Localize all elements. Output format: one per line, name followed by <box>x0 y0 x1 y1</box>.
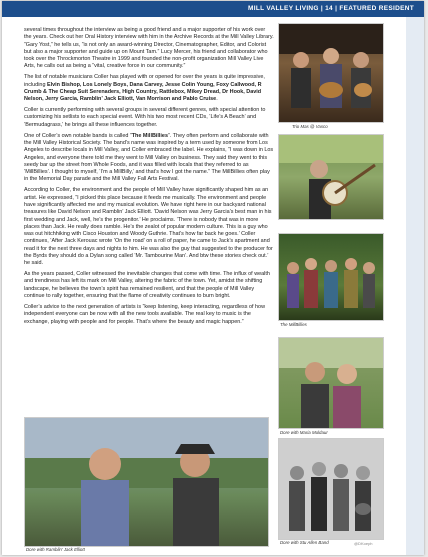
photo-millbillies <box>278 233 384 321</box>
magazine-page <box>2 1 424 555</box>
paragraph: Coller’s advice to the next generation of artists is “keep listening, keep interacting, regardless of how independent everyone can be now with all the new tools available. The real key to music is the exchange, playing with people and for people. That’s where the beauty and magic happen.” <box>24 303 265 325</box>
header-text: MILL VALLEY LIVING | 14 | FEATURED RESIDENT <box>248 5 414 12</box>
bw-band-photo-illustration <box>279 439 383 539</box>
section-name: FEATURED RESIDENT <box>339 5 414 12</box>
caption-trio: Trio Mas @ Vasco <box>292 124 328 129</box>
group-photo-illustration <box>279 234 383 320</box>
edge-stripe <box>406 17 424 555</box>
paragraph: As the years passed, Coller witnessed the inevitable changes that come with time. The influx of wealth and trendiness has left its mark on Mill Valley, altering the fabric of the town. Yet, amidst the shifting landscape, he believes the town’s spirit has remained resilient, and that the people of Mill Valley continue to rally together, ensuring that the flame of creativity continues to burn bright. <box>24 271 270 300</box>
duo-photo-illustration <box>279 338 383 428</box>
band-photo-illustration <box>279 24 383 122</box>
caption-millbillies: The MillBillies <box>280 322 307 327</box>
paragraph: One of Coller’s own notable bands is called “The MillBillies”. They often perform and collaborate with the Mill Valley Historical Society. The band’s name was inspired by a term used by someone from Los Angeles to describe locals in Mill Valley, and Coller embraced the label. He explains, “I was down in Los Angeles, and everyone there told me they went to Mill Valley on business. They said they went to this seedy bar up the street from Whole Foods, and it was filled with locals that they referred to as ‘MillBillies’. I thought to myself, ‘I’m a MillBilly,’ and that’s how I got the name.” The MillBillies often play in the Memorial Day parade and the Mill Valley Fall Arts Festival. <box>24 132 274 183</box>
caption-maria: Dore with Maria Muldaur <box>280 430 328 435</box>
photo-trio-mas <box>278 23 384 123</box>
page-header <box>2 1 424 17</box>
paragraph: several times throughout the interview as being a good friend and a major supporter of his work over the years. Check out her Oral History interview with him in the Archive Records at the Mill Valley Library. “Gary Yost,” he tells us, “is not only an award-winning Director, Cinematographer, Editor, and Colorist but also a major supporter and guide up on Mount Tam.” Lucy Mercer, his friend and collaborator who took over the Throckmorton Theatre in 1999 and founded the non-profit organization Mill Valley Live Arts, he calls out as being a “vital, creative force in our community.” <box>24 27 274 70</box>
magazine-name: MILL VALLEY LIVING <box>248 5 319 12</box>
photo-jack-elliott <box>24 417 269 547</box>
paragraph: According to Coller, the environment and the people of Mill Valley have significantly shaped him as an artist. He expressed, “I picked this place because it feeds me musically. The environment and people have significantly affected me and my musical evolution. We have right here in our backyard national treasures like David Nelson and Ramblin’ Jack Elliott. ‘David Nelson was Jerry Garcia’s best man in his first wedding and Jack, well, he’s the progenitor.’ He proclaims. ‘There is nobody that was in more places than Jack. He really does ramble. He’s the zealot of popular modern culture. This is a guy who was out hitchhiking with Cisco Houston and Woody Guthrie. That’s how far back he goes.’ Coller continues, ‘After Jack Kerouac wrote ‘On the road’ on a roll of paper, he came to Jack’s apartment and read it for the next three days and nights to him. He was also the guy that suggested to the producer for the Byrds they should do a Dylan song called ‘Mr. Tambourine Man’. And btw these stories check out.’ he said. <box>24 187 273 267</box>
photo-credit: @DKoeph <box>354 541 373 546</box>
page-number: 14 <box>325 5 333 12</box>
duo-outdoor-photo-illustration <box>25 418 268 546</box>
article-body <box>24 27 274 329</box>
banjo-photo-illustration <box>279 135 383 219</box>
photo-stu-allen <box>278 438 384 540</box>
paragraph: The list of notable musicians Coller has played with or opened for over the years is quite impressive, including Elvin Bishop, Los Lonely Boys, Dana Carvey, Jesse Colin Young, Foxy Callwood, R Crumb & The Cheap Suit Serenaders, High Country, Rattlebox, Mikey Dread, Dr Hook, David Nelson, Jerry Garcia, Ramblin’ Jack Elliott, Van Morrison and Pablo Cruise. <box>24 74 265 103</box>
caption-jack: Dore with Ramblin’ Jack Elliott <box>26 547 85 552</box>
photo-banjo <box>278 134 384 220</box>
paragraph: Coller is currently performing with several groups in several different genres, with special attention to customizing his setlists to each special event. With his two most recent CDs, ‘Life’s A Beach’ and ‘Bermudagrass,’ he brings all these influences together. <box>24 107 266 128</box>
caption-stu: Dore with Stu Allen Band <box>280 540 329 545</box>
photo-maria-muldaur <box>278 337 384 429</box>
